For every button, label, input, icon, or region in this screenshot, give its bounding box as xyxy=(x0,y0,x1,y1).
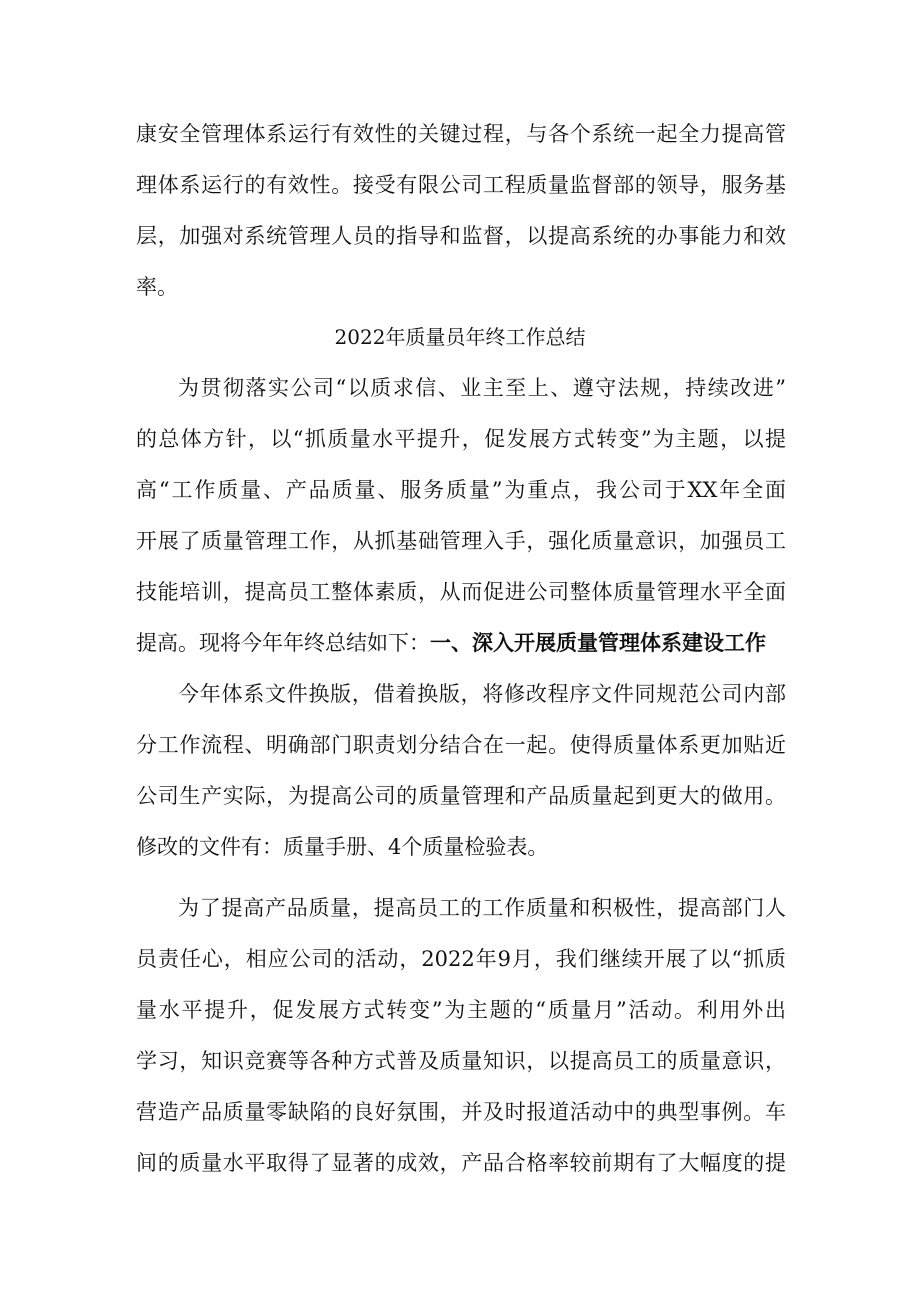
para1-line-5: 技能培训，提高员工整体素质，从而促进公司整体质量管理水平全面 xyxy=(136,580,786,604)
document-title: 2022年质量员年终工作总结 xyxy=(334,325,586,349)
para3-line-2: 员责任心，相应公司的活动，2022年9月，我们继续开展了以“抓质 xyxy=(136,947,786,971)
intro-line-4: 率。 xyxy=(136,275,178,299)
section-heading-1: 一、深入开展质量管理体系建设工作 xyxy=(430,630,766,655)
intro-line-2: 理体系运行的有效性。接受有限公司工程质量监督部的领导，服务基 xyxy=(136,173,786,197)
para3-line-3: 量水平提升，促发展方式转变”为主题的“质量月”活动。利用外出 xyxy=(136,998,786,1022)
intro-line-3: 层，加强对系统管理人员的指导和监督，以提高系统的办事能力和效 xyxy=(136,224,786,248)
para2-line-1: 今年体系文件换版，借着换版，将修改程序文件同规范公司内部 xyxy=(178,682,786,706)
para3-line-4: 学习，知识竞赛等各种方式普及质量知识，以提高员工的质量意识， xyxy=(136,1049,786,1073)
para3-line-1: 为了提高产品质量，提高员工的工作质量和积极性，提高部门人 xyxy=(178,896,786,920)
para1-line-1: 为贯彻落实公司“以质求信、业主至上、遵守法规，持续改进” xyxy=(178,376,786,400)
para1-summary-text: 提高。现将今年年终总结如下： xyxy=(136,631,430,655)
para3-line-6: 间的质量水平取得了显著的成效，产品合格率较前期有了大幅度的提 xyxy=(136,1151,786,1175)
para2-line-4: 修改的文件有：质量手册、4个质量检验表。 xyxy=(136,835,549,859)
para1-line-3: 高“工作质量、产品质量、服务质量”为重点，我公司于XX年全面 xyxy=(136,478,786,502)
para1-line-6 xyxy=(136,628,786,658)
para1-line-4: 开展了质量管理工作，从抓基础管理入手，强化质量意识，加强员工 xyxy=(136,529,786,553)
para3-line-5: 营造产品质量零缺陷的良好氛围，并及时报道活动中的典型事例。车 xyxy=(136,1100,786,1124)
para2-line-2: 分工作流程、明确部门职责划分结合在一起。使得质量体系更加贴近 xyxy=(136,733,786,757)
para1-line-2: 的总体方针，以“抓质量水平提升，促发展方式转变”为主题，以提 xyxy=(136,427,786,451)
para2-line-3: 公司生产实际，为提高公司的质量管理和产品质量起到更大的做用。 xyxy=(136,784,786,808)
intro-line-1: 康安全管理体系运行有效性的关键过程，与各个系统一起全力提高管 xyxy=(136,122,786,146)
